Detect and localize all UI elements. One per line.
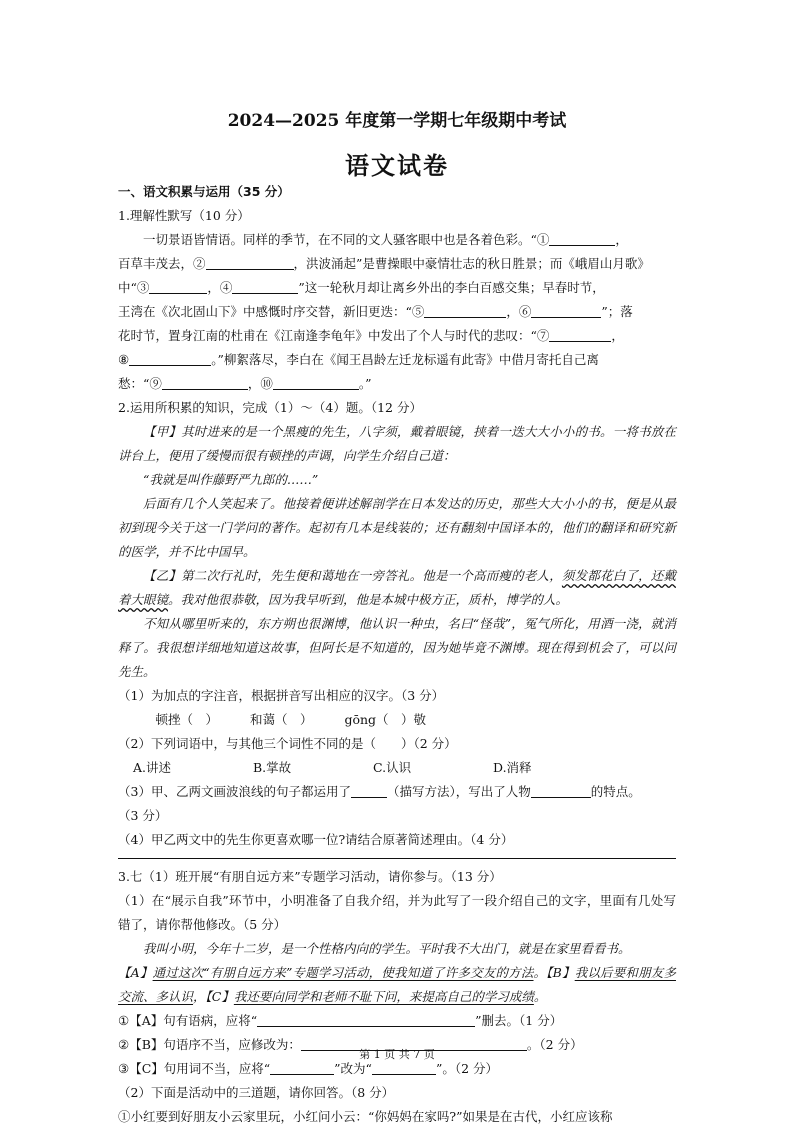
q1-line: 一切景语皆情语。同样的季节，在不同的文人骚客眼中也是各着色彩。“① ，: [143, 232, 628, 247]
answer-blank[interactable]: [257, 1012, 475, 1027]
answer-blank[interactable]: [206, 255, 294, 270]
sentence-c: 我还要向同学和老师不耻下问，来提高自己的学习成绩: [233, 989, 534, 1004]
q2-options: [118, 756, 676, 780]
option-b[interactable]: B.掌故: [253, 760, 292, 775]
pinyin-item[interactable]: 和蔼（ ）: [249, 712, 313, 727]
answer-blank[interactable]: [351, 783, 387, 798]
q1-line: 中“③ ，④ ”这一轮秋月却让离乡外出的李白百感交集；早春时节，: [118, 280, 605, 295]
fix-2: ②【B】句语序不当，应修改为： 。（2 分）: [118, 1037, 583, 1052]
answer-blank[interactable]: [149, 279, 207, 294]
passage-jia-cont: 后面有几个人笑起来了。他接着便讲述解剖学在日本发达的历史，那些大大小小的书，便是从最初到现今关于这一门学问的著作。起初有几本是线装的；还有翻刻中国译本的，他们的翻译和研究新的医学，并不比中国早。: [118, 496, 676, 559]
answer-blank[interactable]: [372, 1060, 436, 1075]
question-1-body: [118, 228, 676, 396]
q1-line: 王湾在《次北固山下》中感慨时序交替，新旧更迭：“⑤ ，⑥ ”；落: [118, 304, 633, 319]
answer-blank[interactable]: [549, 327, 611, 342]
divider: [118, 858, 676, 859]
option-d[interactable]: D.消释: [493, 760, 532, 775]
fix-1: ①【A】句有语病，应将“ ”删去。（1 分）: [118, 1013, 563, 1028]
page-number: 第 1 页 共 7 页: [359, 1048, 435, 1061]
answer-blank[interactable]: [273, 375, 359, 390]
q1-line: 百草丰茂去，② ，洪波涌起”是曹操眼中豪情壮志的秋日胜景；而《峨眉山月歌》: [118, 256, 650, 271]
answer-blank[interactable]: [129, 351, 211, 366]
q1-line: ⑧ 。”柳絮落尽，李白在《闻王昌龄左迁龙标遥有此寄》中借月寄托自己离: [118, 352, 599, 367]
question-3-heading: 3.七（1）班开展“有朋自远方来”专题学习活动，请你参与。（13 分）: [118, 869, 502, 884]
wavy-underlined-sentence: 须发都花白了，还戴着大眼镜: [118, 568, 676, 607]
fix-3: ③【C】句用词不当，应将“ ”改为“ ”。（2 分）: [118, 1061, 499, 1076]
answer-blank[interactable]: [531, 303, 601, 318]
option-a[interactable]: A.讲述: [133, 760, 172, 775]
q2-sub1: （1）为加点的字注音，根据拼音写出相应的汉字。（3 分）: [118, 688, 445, 703]
self-intro-sentences: 【A】通过这次“有朋自远方来”专题学习活动，使我知道了许多交友的方法。【B】我以后要和朋友多交流、多认识，【C】我还要向同学和老师不耻下问，来提高自己的学习成绩。: [118, 965, 676, 1004]
q2-sub3: （3）甲、乙两文画波浪线的句子都运用了 （描写方法），写出了人物 的特点。: [118, 784, 641, 799]
sentence-a: 通过这次“有朋自远方来”专题学习活动，使我知道了许多交友的方法: [152, 965, 534, 980]
exam-title: 2024—2025 年度第一学期七年级期中考试: [227, 111, 567, 131]
q3-sub2-q1: ①小红要到好朋友小云家里玩，小红问小云：“你妈妈在家吗?”如果是在古代，小红应该称: [118, 1109, 613, 1124]
sentence-b: 我以后要和朋友多交流、多认识: [118, 965, 676, 1004]
section-heading: 一、语文积累与运用（35 分）: [118, 184, 290, 199]
answer-blank[interactable]: [270, 1060, 334, 1075]
pinyin-item[interactable]: gōng（ ）敬: [344, 712, 427, 727]
passage-yi-cont: 不知从哪里听来的，东方朔也很渊博，他认识一种虫，名曰“怪哉”，冤气所化，用酒一浇，就消释了。我很想详细地知道这故事，但阿长是不知道的，因为她毕竟不渊博。现在得到机会了，可以问先生。: [118, 616, 676, 679]
q2-sub2: （2）下列词语中，与其他三个词性不同的是（ ）（2 分）: [118, 736, 457, 751]
exam-subtitle: 语文试卷: [345, 151, 449, 180]
q2-sub1-items: [118, 708, 676, 732]
q2-sub3-score: （3 分）: [118, 808, 168, 823]
option-c[interactable]: C.认识: [373, 760, 412, 775]
exam-content: [118, 180, 676, 1129]
q1-line: 愁：“⑨ ，⑩ 。”: [118, 376, 372, 391]
answer-blank[interactable]: [531, 783, 591, 798]
passage-jia: 【甲】其时进来的是一个黑瘦的先生，八字须，戴着眼镜，挟着一迭大大小小的书。一将书放在讲台上，便用了缓慢而很有顿挫的声调，向学生介绍自己道：: [118, 424, 676, 463]
question-1-heading: 1.理解性默写（10 分）: [118, 208, 250, 223]
answer-blank[interactable]: [424, 303, 506, 318]
q3-sub2: （2）下面是活动中的三道题，请你回答。（8 分）: [118, 1085, 395, 1100]
pinyin-item[interactable]: 顿挫（ ）: [155, 712, 219, 727]
q2-sub4: （4）甲乙两文中的先生你更喜欢哪一位?请结合原著简述理由。（4 分）: [118, 832, 514, 847]
answer-blank[interactable]: [549, 231, 615, 246]
passage-jia-quote: “我就是叫作藤野严九郎的……”: [143, 472, 319, 487]
answer-blank[interactable]: [162, 375, 248, 390]
answer-blank[interactable]: [232, 279, 298, 294]
question-2-heading: 2.运用所积累的知识，完成（1）～（4）题。（12 分）: [118, 400, 422, 415]
q3-sub1: （1）在“展示自我”环节中，小明准备了自我介绍，并为此写了一段介绍自己的文字，里面有几处写错了，请你帮他修改。（5 分）: [118, 893, 676, 932]
passage-yi: 【乙】第二次行礼时，先生便和蔼地在一旁答礼。他是一个高而瘦的老人，须发都花白了，还戴着大眼镜。我对他很恭敬，因为我早听到，他是本城中极方正，质朴，博学的人。: [118, 568, 676, 607]
self-intro-text: 我叫小明，今年十二岁，是一个性格内向的学生。平时我不大出门，就是在家里看看书。: [143, 941, 631, 956]
q1-line: 花时节，置身江南的杜甫在《江南逢李龟年》中发出了个人与时代的悲叹：“⑦ ，: [118, 328, 624, 343]
